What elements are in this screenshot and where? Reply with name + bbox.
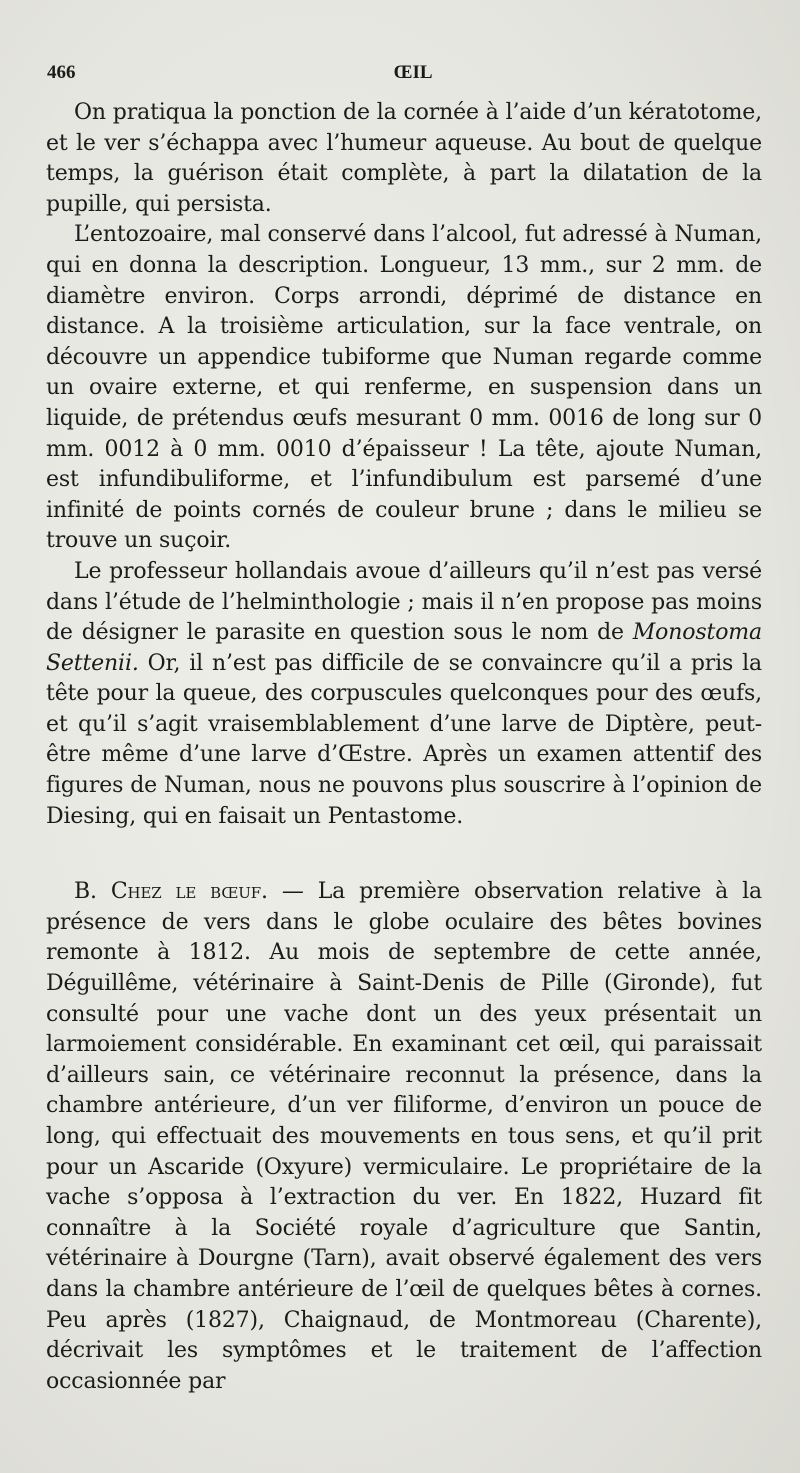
page-header — [47, 62, 760, 86]
running-head: ŒIL — [393, 62, 433, 83]
paragraph-professeur — [46, 557, 762, 832]
paragraph-entozoaire: L’entozoaire, mal conservé dans l’alcool, fut adressé à Numan, qui en donna la description. Longueur, 13 mm., sur 2 mm. de diamètre environ. Corps arrondi, déprimé de distance en distance. A la troisième articulation, sur la face ventrale, on découvre un appendice tubiforme que Numan regarde comme un ovaire externe, et qui renferme, en suspension dans un liquide, de prétendus œufs mesurant 0 mm. 0016 de long sur 0 mm. 0012 à 0 mm. 0010 d’épaisseur ! La tête, ajoute Numan, est infundibuliforme, et l’infundibulum est parsemé d’une infinité de points cornés de couleur brune ; dans le milieu se trouve un suçoir. — [46, 222, 762, 554]
section-text: — La première observation relative à la présence de vers dans le globe oculaire des bêtes bovines remonte à 1812. Au mois de septembre de cette année, Déguillême, vétérinaire à Saint-Denis de Pille (Gironde), fut consulté pour une vache dont un des yeux présentait un larmoiement considérable. En examinant cet œil, qui paraissait d’ailleurs sain, ce vétérinaire reconnut la présence, dans la chambre antérieure, d’un ver filiforme, d’environ un pouce de long, qui effectuait des mouvements en tous sens, et qu’il prit pour un Ascaride (Oxyure) vermiculaire. Le propriétaire de la vache s’opposa à l’extraction du ver. En 1822, Huzard fit connaître à la Société royale d’agriculture que Santin, vétérinaire à Dourgne (Tarn), avait observé également des vers dans la chambre antérieure de l’œil de quelques bêtes à cornes. Peu après (1827), Chaignaud, de Montmoreau (Charente), décrivait les symptômes et le traitement de l’affection occasionnée par — [46, 879, 762, 1394]
section-heading: B. Chez le bœuf. — [74, 879, 268, 905]
paragraph-keratotome: On pratiqua la ponction de la cornée à l’aide d’un kératotome, et le ver s’échappa avec l’humeur aqueuse. Au bout de quelque temps, la guérison était complète, à part la dilatation de la pupille, qui persista. — [46, 100, 762, 217]
page-number: 466 — [47, 62, 76, 83]
body-text — [46, 98, 762, 1397]
species-name: Monostoma Settenii. — [46, 620, 762, 676]
paragraph-text-end: Or, il n’est pas difficile de se convaincre qu’il a pris la tête pour la queue, des corpuscules quelconques pour des œufs, et qu’il s’agit vraisemblablement d’une larve de Diptère, peut-être même d’une larve d’Œstre. Après un examen attentif des figures de Numan, nous ne pouvons plus souscrire à l’opinion de Diesing, qui en faisait un Pentastome. — [46, 650, 762, 829]
paragraph-chez-le-boeuf — [46, 877, 762, 1397]
paragraph-text-start: Le professeur hollandais avoue d’ailleurs qu’il n’est pas versé dans l’étude de l’helminthologie ; mais il n’en propose pas moins de désigner le parasite en question sous le nom de — [46, 558, 762, 646]
